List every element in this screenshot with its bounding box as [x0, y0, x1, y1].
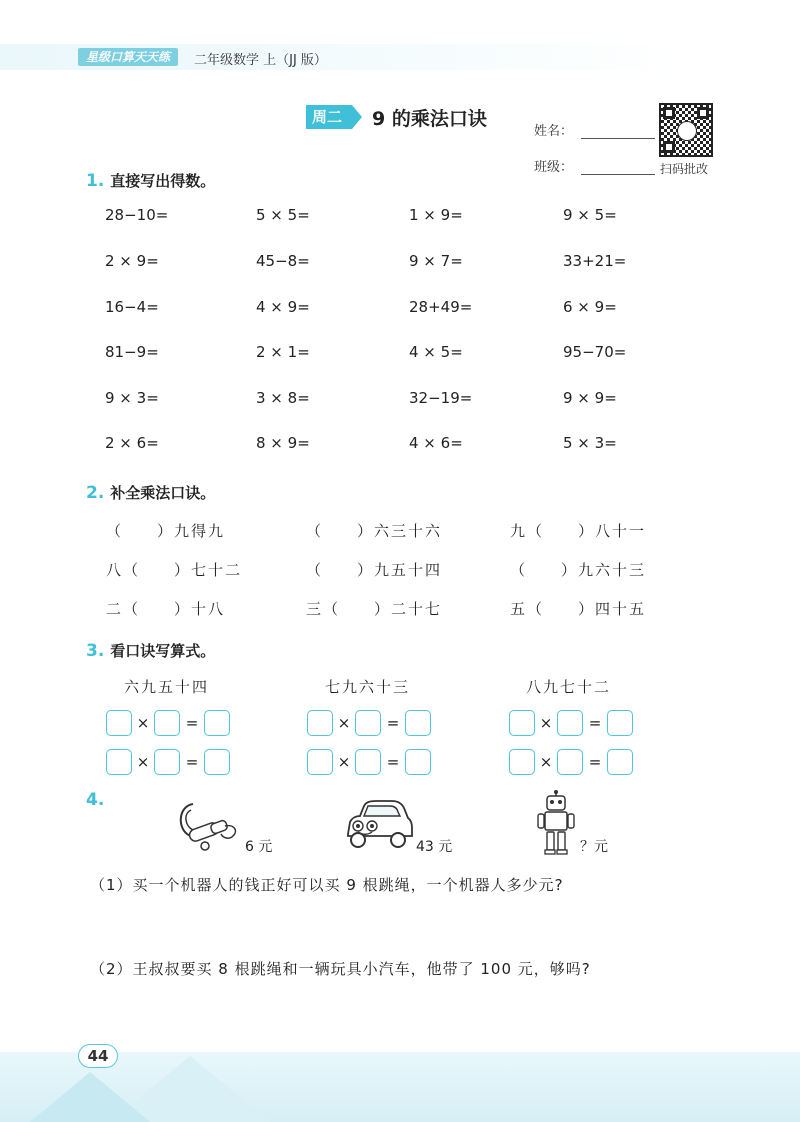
calc-problem: 33+21= [563, 252, 627, 270]
jump-rope-price: 6 元 [245, 839, 273, 855]
calc-problem: 5 × 3= [563, 434, 617, 452]
answer-box[interactable] [204, 749, 230, 775]
day-tag: 周二 [306, 105, 352, 129]
name-line [534, 120, 655, 139]
equals-sign: = [386, 714, 400, 732]
formula-rhyme: 六九五十四 [124, 678, 210, 696]
class-line [534, 156, 655, 175]
section-4-heading [86, 790, 110, 810]
question-2: （2）王叔叔要买 8 根跳绳和一辆玩具小汽车，他带了 100 元，够吗? [90, 960, 591, 978]
answer-box[interactable] [154, 749, 180, 775]
equation-row [307, 709, 431, 737]
answer-box[interactable] [307, 710, 333, 736]
fill-in-rhyme[interactable]: （ ）六三十六 [306, 522, 443, 540]
fill-in-rhyme[interactable]: 三（ ）二十七 [306, 600, 443, 618]
section-number: 1. [86, 171, 105, 191]
calc-problem: 9 × 9= [563, 389, 617, 407]
book-title: 二年级数学 上（JJ 版） [194, 53, 327, 68]
calc-problem: 81−9= [105, 343, 159, 361]
answer-box[interactable] [607, 710, 633, 736]
equation-row [106, 748, 230, 776]
fill-in-rhyme[interactable]: 五（ ）四十五 [510, 600, 647, 618]
section-number: 2. [86, 483, 105, 503]
calc-problem: 6 × 9= [563, 298, 617, 316]
calc-problem: 28−10= [105, 206, 169, 224]
equation-row [509, 709, 633, 737]
section-title: 补全乘法口诀。 [110, 484, 216, 502]
section-1-heading [86, 170, 215, 191]
times-sign: × [337, 753, 351, 771]
calc-problem: 8 × 9= [256, 434, 310, 452]
equation-row [307, 748, 431, 776]
calc-problem: 4 × 9= [256, 298, 310, 316]
answer-box[interactable] [607, 749, 633, 775]
calc-problem: 1 × 9= [409, 206, 463, 224]
jump-rope-icon [175, 796, 245, 852]
fill-in-rhyme[interactable]: 二（ ）十八 [106, 600, 226, 618]
fill-in-rhyme[interactable]: 八（ ）七十二 [106, 561, 243, 579]
toy-car-icon [342, 798, 414, 850]
calc-problem: 2 × 9= [105, 252, 159, 270]
times-sign: × [539, 753, 553, 771]
class-blank[interactable] [581, 160, 655, 175]
calc-problem: 95−70= [563, 343, 627, 361]
section-title: 看口诀写算式。 [110, 642, 216, 660]
equals-sign: = [386, 753, 400, 771]
brand-label: 星级口算天天练 [78, 48, 178, 66]
fill-in-rhyme[interactable]: （ ）九得九 [106, 522, 226, 540]
answer-box[interactable] [106, 710, 132, 736]
formula-rhyme: 八九七十二 [526, 678, 612, 696]
section-3-heading [86, 640, 215, 661]
calc-problem: 2 × 6= [105, 434, 159, 452]
answer-box[interactable] [557, 749, 583, 775]
formula-rhyme: 七九六十三 [325, 678, 411, 696]
section-number: 4. [86, 790, 105, 810]
answer-box[interactable] [557, 710, 583, 736]
robot-price: ？元 [580, 839, 608, 855]
times-sign: × [136, 714, 150, 732]
section-number: 3. [86, 641, 105, 661]
footer-band [0, 1052, 800, 1122]
answer-box[interactable] [154, 710, 180, 736]
toy-car-price: 43 元 [416, 839, 453, 855]
calc-problem: 32−19= [409, 389, 473, 407]
answer-box[interactable] [355, 749, 381, 775]
page-number: 44 [78, 1044, 118, 1068]
equals-sign: = [185, 753, 199, 771]
name-blank[interactable] [581, 124, 655, 139]
qr-code-icon[interactable] [659, 103, 713, 157]
calc-problem: 3 × 8= [256, 389, 310, 407]
equals-sign: = [185, 714, 199, 732]
class-label: 班级： [534, 160, 574, 175]
equation-row [509, 748, 633, 776]
equals-sign: = [588, 714, 602, 732]
calc-problem: 9 × 5= [563, 206, 617, 224]
times-sign: × [136, 753, 150, 771]
calc-problem: 16−4= [105, 298, 159, 316]
equals-sign: = [588, 753, 602, 771]
question-1: （1）买一个机器人的钱正好可以买 9 根跳绳，一个机器人多少元? [90, 876, 564, 894]
times-sign: × [337, 714, 351, 732]
answer-box[interactable] [509, 749, 535, 775]
answer-box[interactable] [307, 749, 333, 775]
qr-caption: 扫码批改 [660, 162, 709, 176]
fill-in-rhyme[interactable]: （ ）九六十三 [510, 561, 647, 579]
equation-row [106, 709, 230, 737]
answer-box[interactable] [204, 710, 230, 736]
fill-in-rhyme[interactable]: 九（ ）八十一 [510, 522, 647, 540]
fill-in-rhyme[interactable]: （ ）九五十四 [306, 561, 443, 579]
answer-box[interactable] [405, 710, 431, 736]
calc-problem: 5 × 5= [256, 206, 310, 224]
answer-box[interactable] [106, 749, 132, 775]
answer-box[interactable] [355, 710, 381, 736]
calc-problem: 28+49= [409, 298, 473, 316]
calc-problem: 4 × 6= [409, 434, 463, 452]
answer-box[interactable] [405, 749, 431, 775]
name-label: 姓名： [534, 124, 574, 139]
answer-box[interactable] [509, 710, 535, 736]
calc-problem: 4 × 5= [409, 343, 463, 361]
calc-problem: 9 × 3= [105, 389, 159, 407]
calc-problem: 45−8= [256, 252, 310, 270]
lesson-title: 9 的乘法口诀 [372, 107, 487, 130]
section-2-heading [86, 482, 215, 503]
calc-problem: 9 × 7= [409, 252, 463, 270]
robot-icon [536, 790, 576, 856]
calc-problem: 2 × 1= [256, 343, 310, 361]
section-title: 直接写出得数。 [110, 172, 216, 190]
lesson-title-row [306, 104, 487, 130]
times-sign: × [539, 714, 553, 732]
